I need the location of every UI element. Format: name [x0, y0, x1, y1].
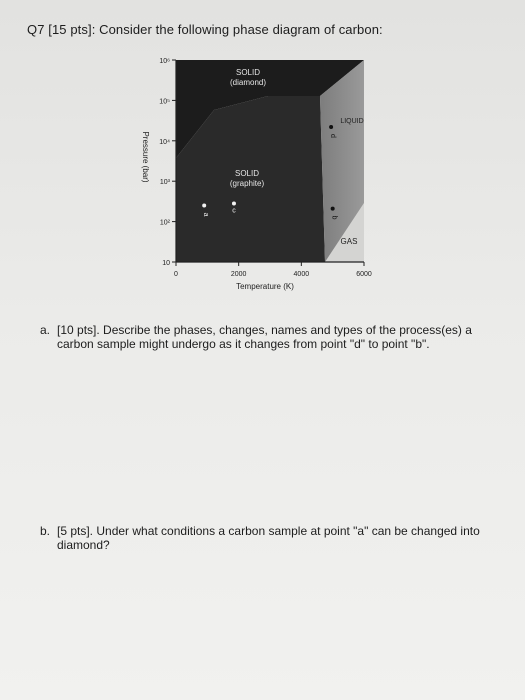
part-b [40, 524, 510, 552]
part-b-text: [5 pts]. Under what conditions a carbon sample at point "a" can be changed into diamond? [57, 524, 480, 552]
point-b [331, 207, 335, 211]
diamond-sublabel: (diamond) [229, 78, 267, 87]
x-tick-label: 2000 [230, 271, 247, 278]
x-tick-label: 4000 [293, 271, 310, 278]
y-axis-label: Pressure (bar) [141, 131, 150, 183]
y-tick-label: 10³ [159, 179, 170, 187]
graphite-sublabel: (graphite) [229, 179, 265, 188]
point-a-label: a [202, 212, 210, 217]
x-axis-label: Temperature (K) [236, 282, 294, 291]
question-title: Q7 [15 pts]: Consider the following phase diagram of carbon: [27, 22, 383, 37]
y-tick-label: 10 [162, 260, 170, 267]
liquid-label: LIQUID [340, 118, 364, 125]
x-axis-ticks [174, 262, 372, 278]
phase-diagram [0, 0, 525, 320]
y-tick-label: 10² [159, 219, 170, 227]
gas-label: GAS [340, 237, 358, 246]
y-tick-label: 10⁶ [159, 58, 170, 65]
y-axis-ticks [159, 58, 176, 267]
part-a-letter: a. [40, 323, 51, 337]
point-c [232, 202, 236, 206]
x-tick-label: 6000 [356, 271, 372, 278]
point-d-label: d [329, 134, 337, 138]
diamond-label: SOLID [235, 68, 261, 77]
part-a [40, 323, 510, 351]
x-tick-label: 0 [174, 271, 178, 278]
point-c-label: c [232, 207, 236, 215]
point-b-label: b [330, 215, 338, 220]
y-tick-label: 10⁴ [159, 138, 170, 146]
point-a [202, 204, 206, 208]
point-d [329, 125, 333, 129]
part-b-letter: b. [40, 524, 51, 538]
y-tick-label: 10⁵ [159, 98, 170, 106]
part-a-text: [10 pts]. Describe the phases, changes, names and types of the process(es) a carbon sample might undergo as it changes from point "d" to point "b". [57, 323, 472, 351]
graphite-label: SOLID [234, 169, 260, 178]
